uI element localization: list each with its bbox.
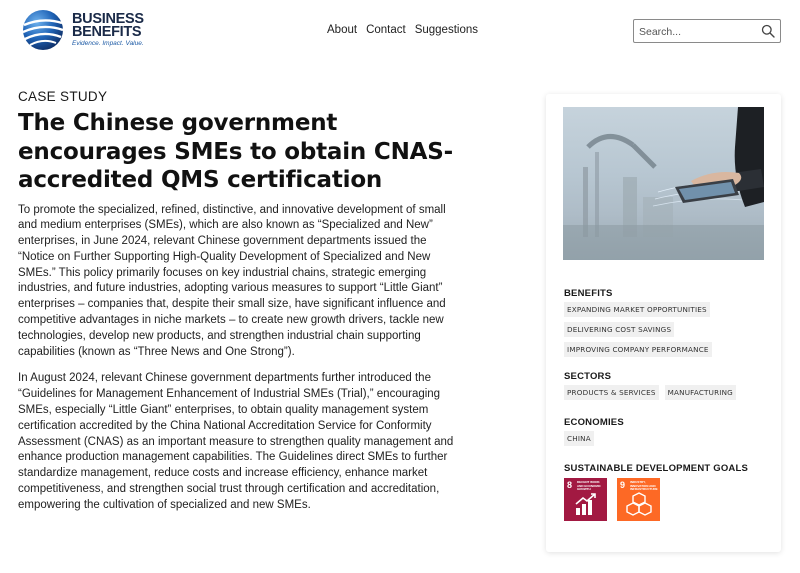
nav-contact-link[interactable]: Contact (366, 24, 406, 36)
economies-section (564, 417, 769, 446)
growth-chart-icon (573, 491, 599, 517)
sector-tag[interactable]: PRODUCTS & SERVICES (564, 385, 659, 400)
page-title: The Chinese government encourages SMEs to obtain CNAS-accredited QMS certification (18, 110, 453, 193)
nav-suggestions-link[interactable]: Suggestions (414, 24, 478, 36)
main-nav (327, 24, 478, 36)
globe-logo-icon (20, 8, 66, 52)
article-eyebrow: CASE STUDY (18, 89, 108, 104)
brand-name-line1: BUSINESS (72, 10, 144, 27)
benefits-title: BENEFITS (564, 288, 613, 299)
sdg-title: SUSTAINABLE DEVELOPMENT GOALS (564, 463, 749, 474)
benefit-tag[interactable]: DELIVERING COST SAVINGS (564, 322, 674, 337)
nav-about-link[interactable]: About (327, 24, 358, 36)
sectors-title: SECTORS (564, 371, 612, 382)
sector-tag[interactable]: MANUFACTURING (665, 385, 736, 400)
sdg-number: 8 (567, 480, 573, 490)
brand-logo[interactable] (20, 8, 144, 52)
search-icon[interactable] (761, 24, 775, 38)
economies-title: ECONOMIES (564, 417, 624, 428)
search-input[interactable] (639, 24, 757, 39)
sectors-section (564, 371, 769, 400)
sdg-section (564, 463, 748, 521)
hero-image (563, 107, 764, 260)
article-paragraph-1: To promote the specialized, refined, distinctive, and innovative development of small and medium enterprises (SMEs), which are also known as “Specialized and New” enterprises, in June 2024, relevant Chinese government departments issued the “Notice on Further Supporting High-Quality Development of Specialized and New SMEs.” This policy primarily focuses on key industrial chains, strategic emerging industries, and future industries, adopting various measures to support “Little Giant” enterprises – companies that, despite their small size, have significant influence and competitive advantages in niche markets – to create new growth drivers, tackle new technologies, develop new products, and strengthen industrial chain supporting capabilities (known as “Three News and One Strong”). (18, 203, 446, 358)
benefit-tag[interactable]: IMPROVING COMPANY PERFORMANCE (564, 342, 712, 357)
search-box (633, 19, 781, 43)
benefits-section (564, 288, 769, 357)
brand-name-line2: BENEFITS (72, 23, 142, 40)
article-paragraph-2: In August 2024, relevant Chinese government departments further introduced the “Guidelines for Management Enhancement of Industrial SMEs (Trial),” encouraging SMEs, especially “Little Giant” enterprises, to obtain quality management system certification accredited by the China National Accreditation Service for Conformity Assessment (CNAS) as an important measure to strengthen quality management and enhance production management capabilities. The Guidelines direct SMEs to further standardize management, reduce costs and increase efficiency, enhance market competitiveness, and strengthen social trust through certification and accreditation, empowering the cultivation of specialized and new SMEs. (18, 372, 454, 511)
sdg-number: 9 (620, 480, 626, 490)
sdg-label: DECENT WORK AND ECONOMIC GROWTH (577, 480, 601, 491)
site-header (0, 0, 800, 62)
sdg-9-badge[interactable] (617, 478, 660, 521)
article (18, 89, 458, 514)
sdg-label: INDUSTRY, INNOVATION AND INFRASTRUCTURE (630, 480, 658, 491)
economy-tag[interactable]: CHINA (564, 431, 594, 446)
industrial-tablet-illustration-icon (563, 107, 764, 260)
benefit-tag[interactable]: EXPANDING MARKET OPPORTUNITIES (564, 302, 710, 317)
case-study-sidebar (546, 94, 781, 552)
infrastructure-cubes-icon (626, 491, 652, 517)
brand-tagline: Evidence. Impact. Value. (72, 39, 144, 47)
sdg-8-badge[interactable] (564, 478, 607, 521)
